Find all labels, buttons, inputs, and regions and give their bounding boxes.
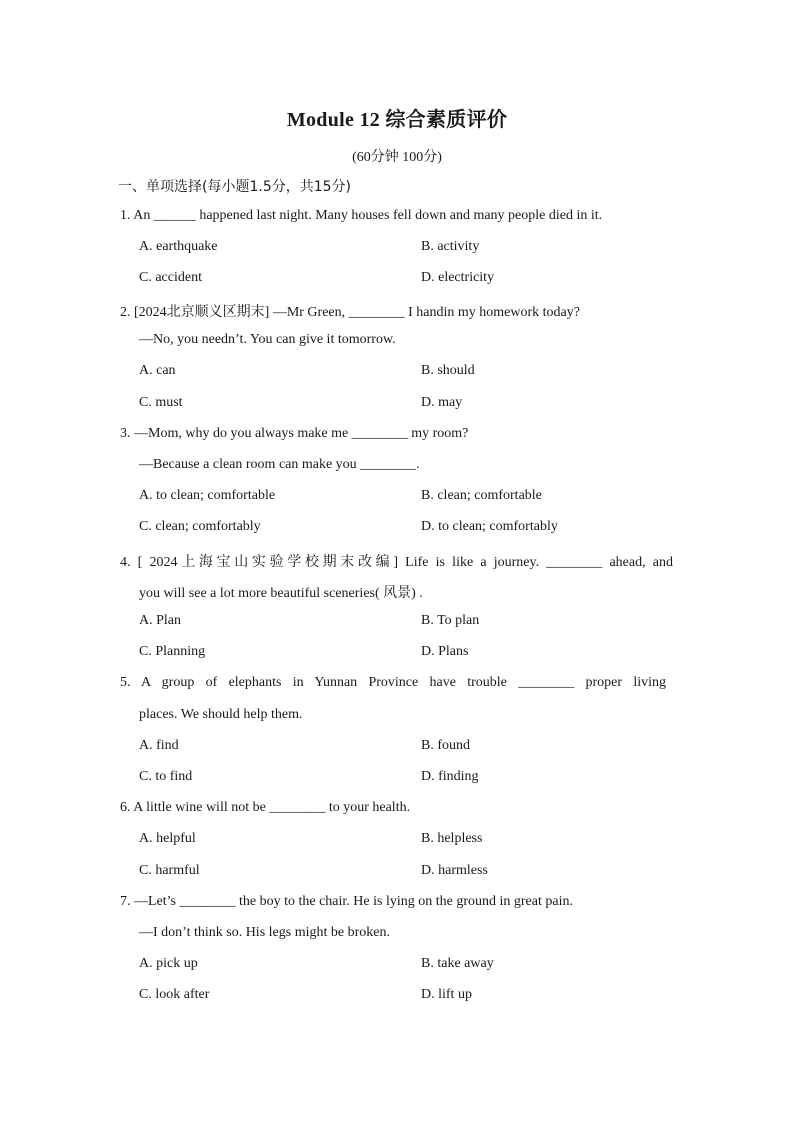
question-7-stem-line-2: —I don’t think so. His legs might be broken.	[139, 925, 390, 940]
question-2-stem: 2. [2024北京顺义区期末] —Mr Green, ________ I handin my homework today?	[120, 305, 580, 320]
question-3-option-b: B. clean; comfortable	[421, 488, 542, 503]
question-4-stem-line-2: you will see a lot more beautiful sceneries( 风景) .	[139, 586, 423, 601]
question-3-option-d: D. to clean; comfortably	[421, 519, 558, 534]
question-5-option-b: B. found	[421, 738, 470, 753]
question-5-stem-line-2: places. We should help them.	[139, 707, 303, 722]
question-2-option-c: C. must	[139, 395, 183, 410]
question-6-stem: 6. A little wine will not be ________ to your health.	[120, 800, 411, 815]
question-2-option-a: A. can	[139, 363, 176, 378]
question-1-option-d: D. electricity	[421, 270, 495, 285]
question-3-option-a: A. to clean; comfortable	[139, 488, 276, 503]
question-4-stem: 4. [ 2024上海宝山实验学校期末改编] Life is like a journey. ________ ahead, and	[120, 555, 673, 570]
question-2-option-d: D. may	[421, 395, 463, 410]
question-6-option-c: C. harmful	[139, 863, 200, 878]
page-title: Module 12 综合素质评价	[286, 109, 508, 131]
question-4-option-b: B. To plan	[421, 613, 480, 628]
question-6-option-d: D. harmless	[421, 863, 488, 878]
question-5-stem: 5. A group of elephants in Yunnan Province have trouble ________ proper living	[120, 675, 666, 690]
question-6-option-b: B. helpless	[421, 831, 483, 846]
question-2-stem-line-2: —No, you needn’t. You can give it tomorrow.	[139, 332, 396, 347]
question-7-stem: 7. —Let’s ________ the boy to the chair. He is lying on the ground in great pain.	[120, 894, 573, 909]
question-3-stem: 3. —Mom, why do you always make me ________ my room?	[120, 426, 469, 441]
question-4-option-c: C. Planning	[139, 644, 206, 659]
question-3-stem-line-2: —Because a clean room can make you ________.	[139, 457, 420, 472]
question-7-option-c: C. look after	[139, 987, 210, 1002]
question-1-option-b: B. activity	[421, 239, 480, 254]
question-7-option-b: B. take away	[421, 956, 494, 971]
page-subtitle: (60分钟 100分)	[352, 150, 442, 165]
question-7-option-a: A. pick up	[139, 956, 198, 971]
question-5-option-d: D. finding	[421, 769, 479, 784]
question-3-option-c: C. clean; comfortably	[139, 519, 261, 534]
question-5-option-c: C. to find	[139, 769, 193, 784]
question-6-option-a: A. helpful	[139, 831, 196, 846]
section-heading: 一、单项选择(每小题1.5分，共15分)	[118, 179, 352, 195]
question-4-option-d: D. Plans	[421, 644, 469, 659]
question-1-option-a: A. earthquake	[139, 239, 218, 254]
question-5-option-a: A. find	[139, 738, 179, 753]
question-4-option-a: A. Plan	[139, 613, 181, 628]
question-1-stem: 1. An ______ happened last night. Many houses fell down and many people died in it.	[120, 208, 603, 223]
question-1-option-c: C. accident	[139, 270, 202, 285]
question-2-option-b: B. should	[421, 363, 475, 378]
question-7-option-d: D. lift up	[421, 987, 472, 1002]
